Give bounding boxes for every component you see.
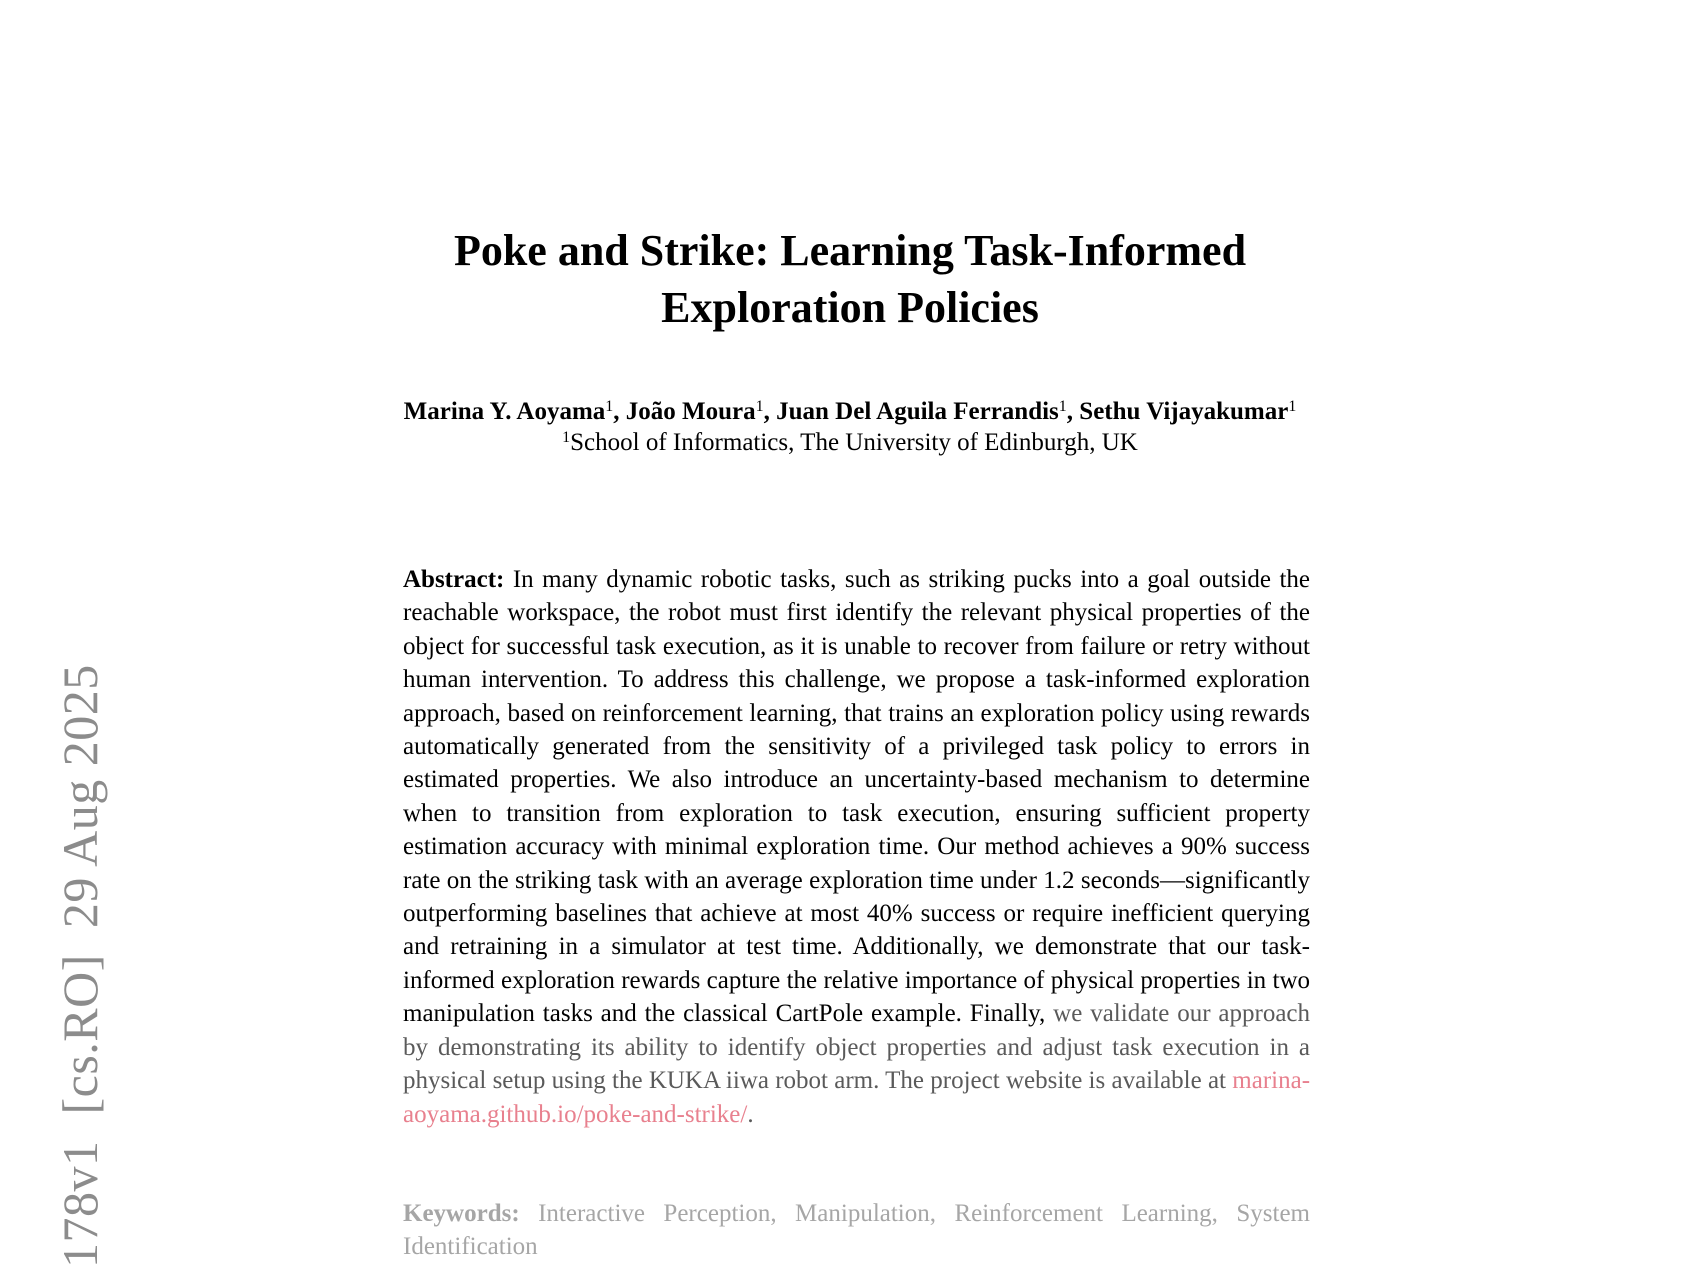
author-name: João Moura: [625, 398, 756, 425]
affiliation-mark: 1: [1058, 398, 1067, 415]
paper-title: [0, 222, 1700, 336]
keywords: [403, 1197, 1310, 1264]
affiliation-mark: 1: [1288, 398, 1297, 415]
keywords-label: Keywords:: [403, 1200, 520, 1227]
author-name: Sethu Vijayakumar: [1079, 398, 1289, 425]
arxiv-category: [cs.RO]: [52, 954, 108, 1115]
keywords-text: Interactive Perception, Manipulation, Reinforcement Learning, System Identification: [403, 1200, 1311, 1261]
affiliation-mark: 1: [605, 398, 614, 415]
affiliation-mark: 1: [562, 429, 571, 446]
title-line-1: Poke and Strike: Learning Task-Informed: [453, 226, 1247, 275]
abstract-end: .: [747, 1100, 754, 1128]
abstract: [403, 563, 1310, 1131]
affiliation: [0, 428, 1700, 458]
title-line-2: Exploration Policies: [661, 283, 1039, 332]
affiliation-text: School of Informatics, The University of Edinburgh, UK: [570, 429, 1138, 456]
abstract-label: Abstract:: [403, 566, 505, 593]
author-name: Marina Y. Aoyama: [403, 398, 606, 425]
affiliation-mark: 1: [755, 398, 764, 415]
project-website-link[interactable]: marina-aoyama.github.io/poke-and-strike/: [403, 1067, 1311, 1128]
arxiv-date: 29 Aug 2025: [52, 664, 108, 929]
abstract-text-continued: we validate our approach by demonstrating its ability to identify object properties and adjust task execution in a physical setup using the KUKA iiwa robot arm. The project website is available at: [403, 1000, 1311, 1095]
arxiv-id: 178v1: [52, 1140, 108, 1268]
author-list: Marina Y. Aoyama$^1$, João Moura$^1$, Juan Del Aguila Ferrandis$^1$, Sethu Vijayakumar$^1$: [403, 398, 1297, 425]
author-name: Juan Del Aguila Ferrandis: [776, 398, 1059, 425]
arxiv-stamp: [52, 638, 108, 1268]
abstract-text: In many dynamic robotic tasks, such as striking pucks into a goal outside the reachable workspace, the robot must first identify the relevant physical properties of the object for successful task execution, as it is unable to recover from failure or retry without human intervention. To address this challenge, we propose a task-informed exploration approach, based on reinforcement learning, that trains an exploration policy using rewards automatically generated from the sensitivity of a privileged task policy to errors in estimated properties. We also introduce an uncertainty-based mechanism to determine when to transition from exploration to task execution, ensuring sufficient property estimation accuracy with minimal exploration time. Our method achieves a 90% success rate on the striking task with an average exploration time under 1.2 seconds—significantly outperforming baselines that achieve at most 40% success or require inefficient querying and retraining in a simulator at test time. Additionally, we demonstrate that our task-informed exploration rewards capture the relative importance of physical properties in two manipulation tasks and the classical CartPole example. Finally,: [403, 566, 1311, 1028]
